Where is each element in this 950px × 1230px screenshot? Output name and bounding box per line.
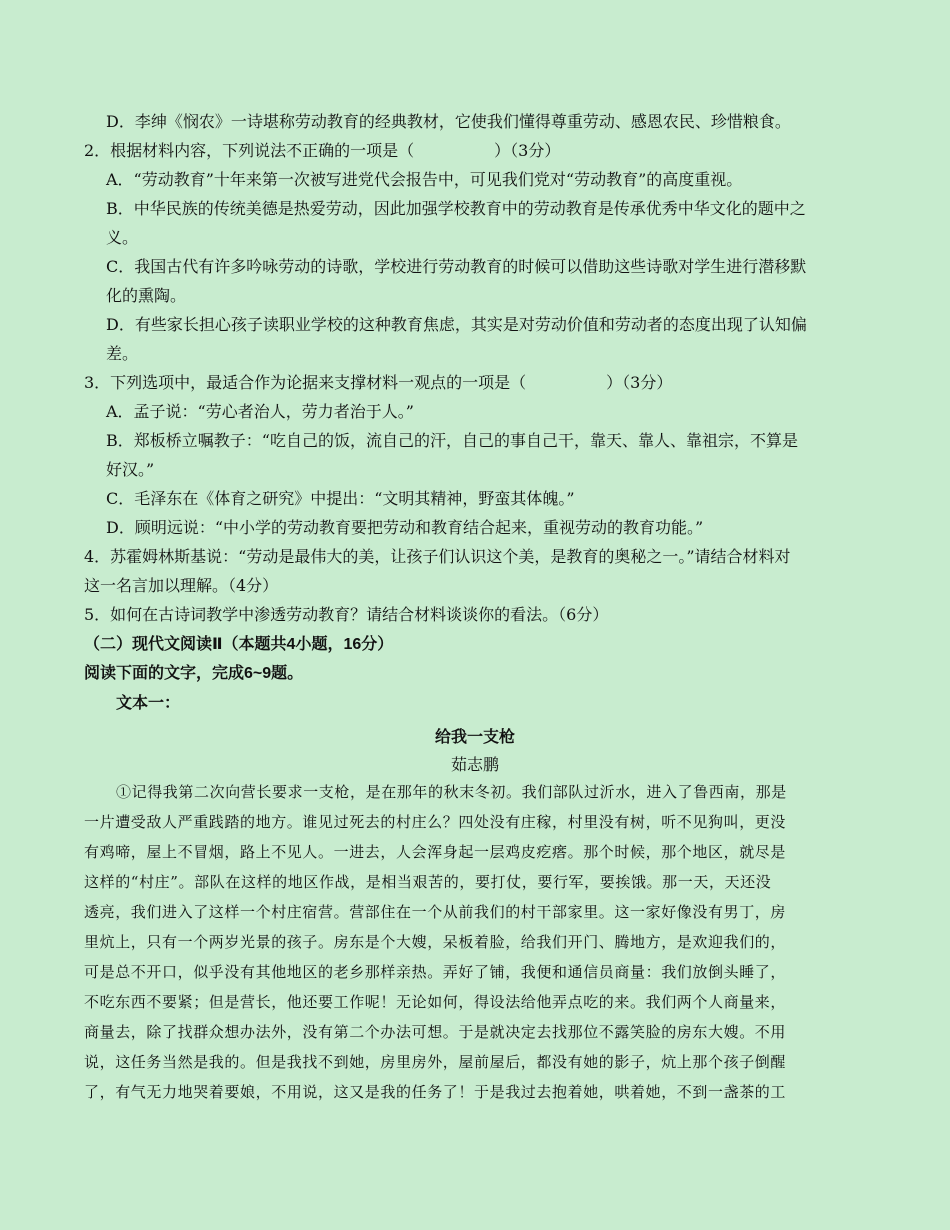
q5-stem: 5．如何在古诗词教学中渗透劳动教育？请结合材料谈谈你的看法。（6分） [84, 605, 609, 624]
story-line: 这样的“村庄”。部队在这样的地区作战，是相当艰苦的，要打仗，要行军，要挨饿。那一天，天还没 [84, 873, 772, 891]
story-line: 透亮，我们进入了这样一个村庄宿营。营部住在一个从前我们的村干部家里。这一家好像没有男丁，房 [84, 903, 787, 921]
q3-stem: 3．下列选项中，最适合作为论据来支撑材料一观点的一项是（ ）（3分） [84, 373, 673, 392]
story-line: 可是总不开口，似乎没有其他地区的老乡那样亲热。弄好了铺，我便和通信员商量：我们放倒头睡了， [84, 963, 787, 981]
q2-option-d-cont: 差。 [106, 344, 139, 363]
q4-stem-cont: 这一名言加以理解。（4分） [84, 576, 279, 595]
q3-option-a: A．孟子说：“劳心者治人，劳力者治于人。” [106, 402, 414, 421]
q2-option-c: C．我国古代有许多吟咏劳动的诗歌，学校进行劳动教育的时候可以借助这些诗歌对学生进行潜移默 [106, 257, 807, 276]
story-line: 一片遭受敌人严重践踏的地方。谁见过死去的村庄么？四处没有庄稼，村里没有树，听不见狗叫，更没 [84, 813, 787, 831]
q3-option-d: D．顾明远说：“中小学的劳动教育要把劳动和教育结合起来，重视劳动的教育功能。” [106, 518, 704, 537]
story-line: 商量去，除了找群众想办法外，没有第二个办法可想。于是就决定去找那位不露笑脸的房东大嫂。不用 [84, 1023, 787, 1041]
q2-option-b-cont: 义。 [106, 228, 139, 247]
q3-option-b-cont: 好汉。” [106, 460, 155, 479]
q2-option-a: A．“劳动教育”十年来第一次被写进党代会报告中，可见我们党对“劳动教育”的高度重视。 [106, 170, 743, 189]
q2-option-b: B．中华民族的传统美德是热爱劳动，因此加强学校教育中的劳动教育是传承优秀中华文化的题中之 [106, 199, 806, 218]
text-one-label: 文本一： [116, 695, 181, 712]
story-line: 了，有气无力地哭着要娘，不用说，这又是我的任务了！于是我过去抱着她，哄着她，不到一盏茶的工 [84, 1083, 787, 1101]
q3-option-c: C．毛泽东在《体育之研究》中提出：“文明其精神，野蛮其体魄。” [106, 489, 575, 508]
story-line: 里炕上，只有一个两岁光景的孩子。房东是个大嫂，呆板着脸，给我们开门、腾地方，是欢迎我们的， [84, 933, 787, 951]
story-author: 茹志鹏 [450, 755, 499, 774]
story-line: 不吃东西不要紧；但是营长，他还要工作呢！无论如何，得设法给他弄点吃的来。我们两个人商量来， [84, 993, 787, 1011]
story-line: 说，这任务当然是我的。但是我找不到她，房里房外，屋前屋后，都没有她的影子，炕上那个孩子倒醒 [84, 1053, 787, 1071]
story-line: ①记得我第二次向营长要求一支枪，是在那年的秋末冬初。我们部队过沂水，进入了鲁西南，那是 [116, 783, 787, 801]
q2-stem: 2．根据材料内容，下列说法不正确的一项是（ ）（3分） [84, 141, 561, 160]
story-line: 有鸡啼，屋上不冒烟，路上不见人。一进去，人会浑身起一层鸡皮疙瘩。那个时候，那个地区，就尽是 [84, 843, 787, 861]
q2-option-d: D．有些家长担心孩子读职业学校的这种教育焦虑，其实是对劳动价值和劳动者的态度出现了认知偏 [106, 315, 807, 334]
story-title: 给我一支枪 [434, 729, 515, 746]
section-instruction: 阅读下面的文字，完成6~9题。 [84, 665, 304, 682]
q2-option-c-cont: 化的熏陶。 [106, 286, 187, 305]
q4-stem: 4．苏霍姆林斯基说：“劳动是最伟大的美，让孩子们认识这个美，是教育的奥秘之一。”请结合材料对 [84, 547, 791, 566]
q1-option-d: D．李绅《悯农》一诗堪称劳动教育的经典教材，它使我们懂得尊重劳动、感恩农民、珍惜粮食。 [106, 112, 791, 131]
q3-option-b: B．郑板桥立嘱教子：“吃自己的饭，流自己的汗，自己的事自己干，靠天、靠人、靠祖宗，不算是 [106, 431, 798, 450]
section-heading: （二）现代文阅读Ⅱ（本题共4小题，16分） [84, 636, 394, 653]
